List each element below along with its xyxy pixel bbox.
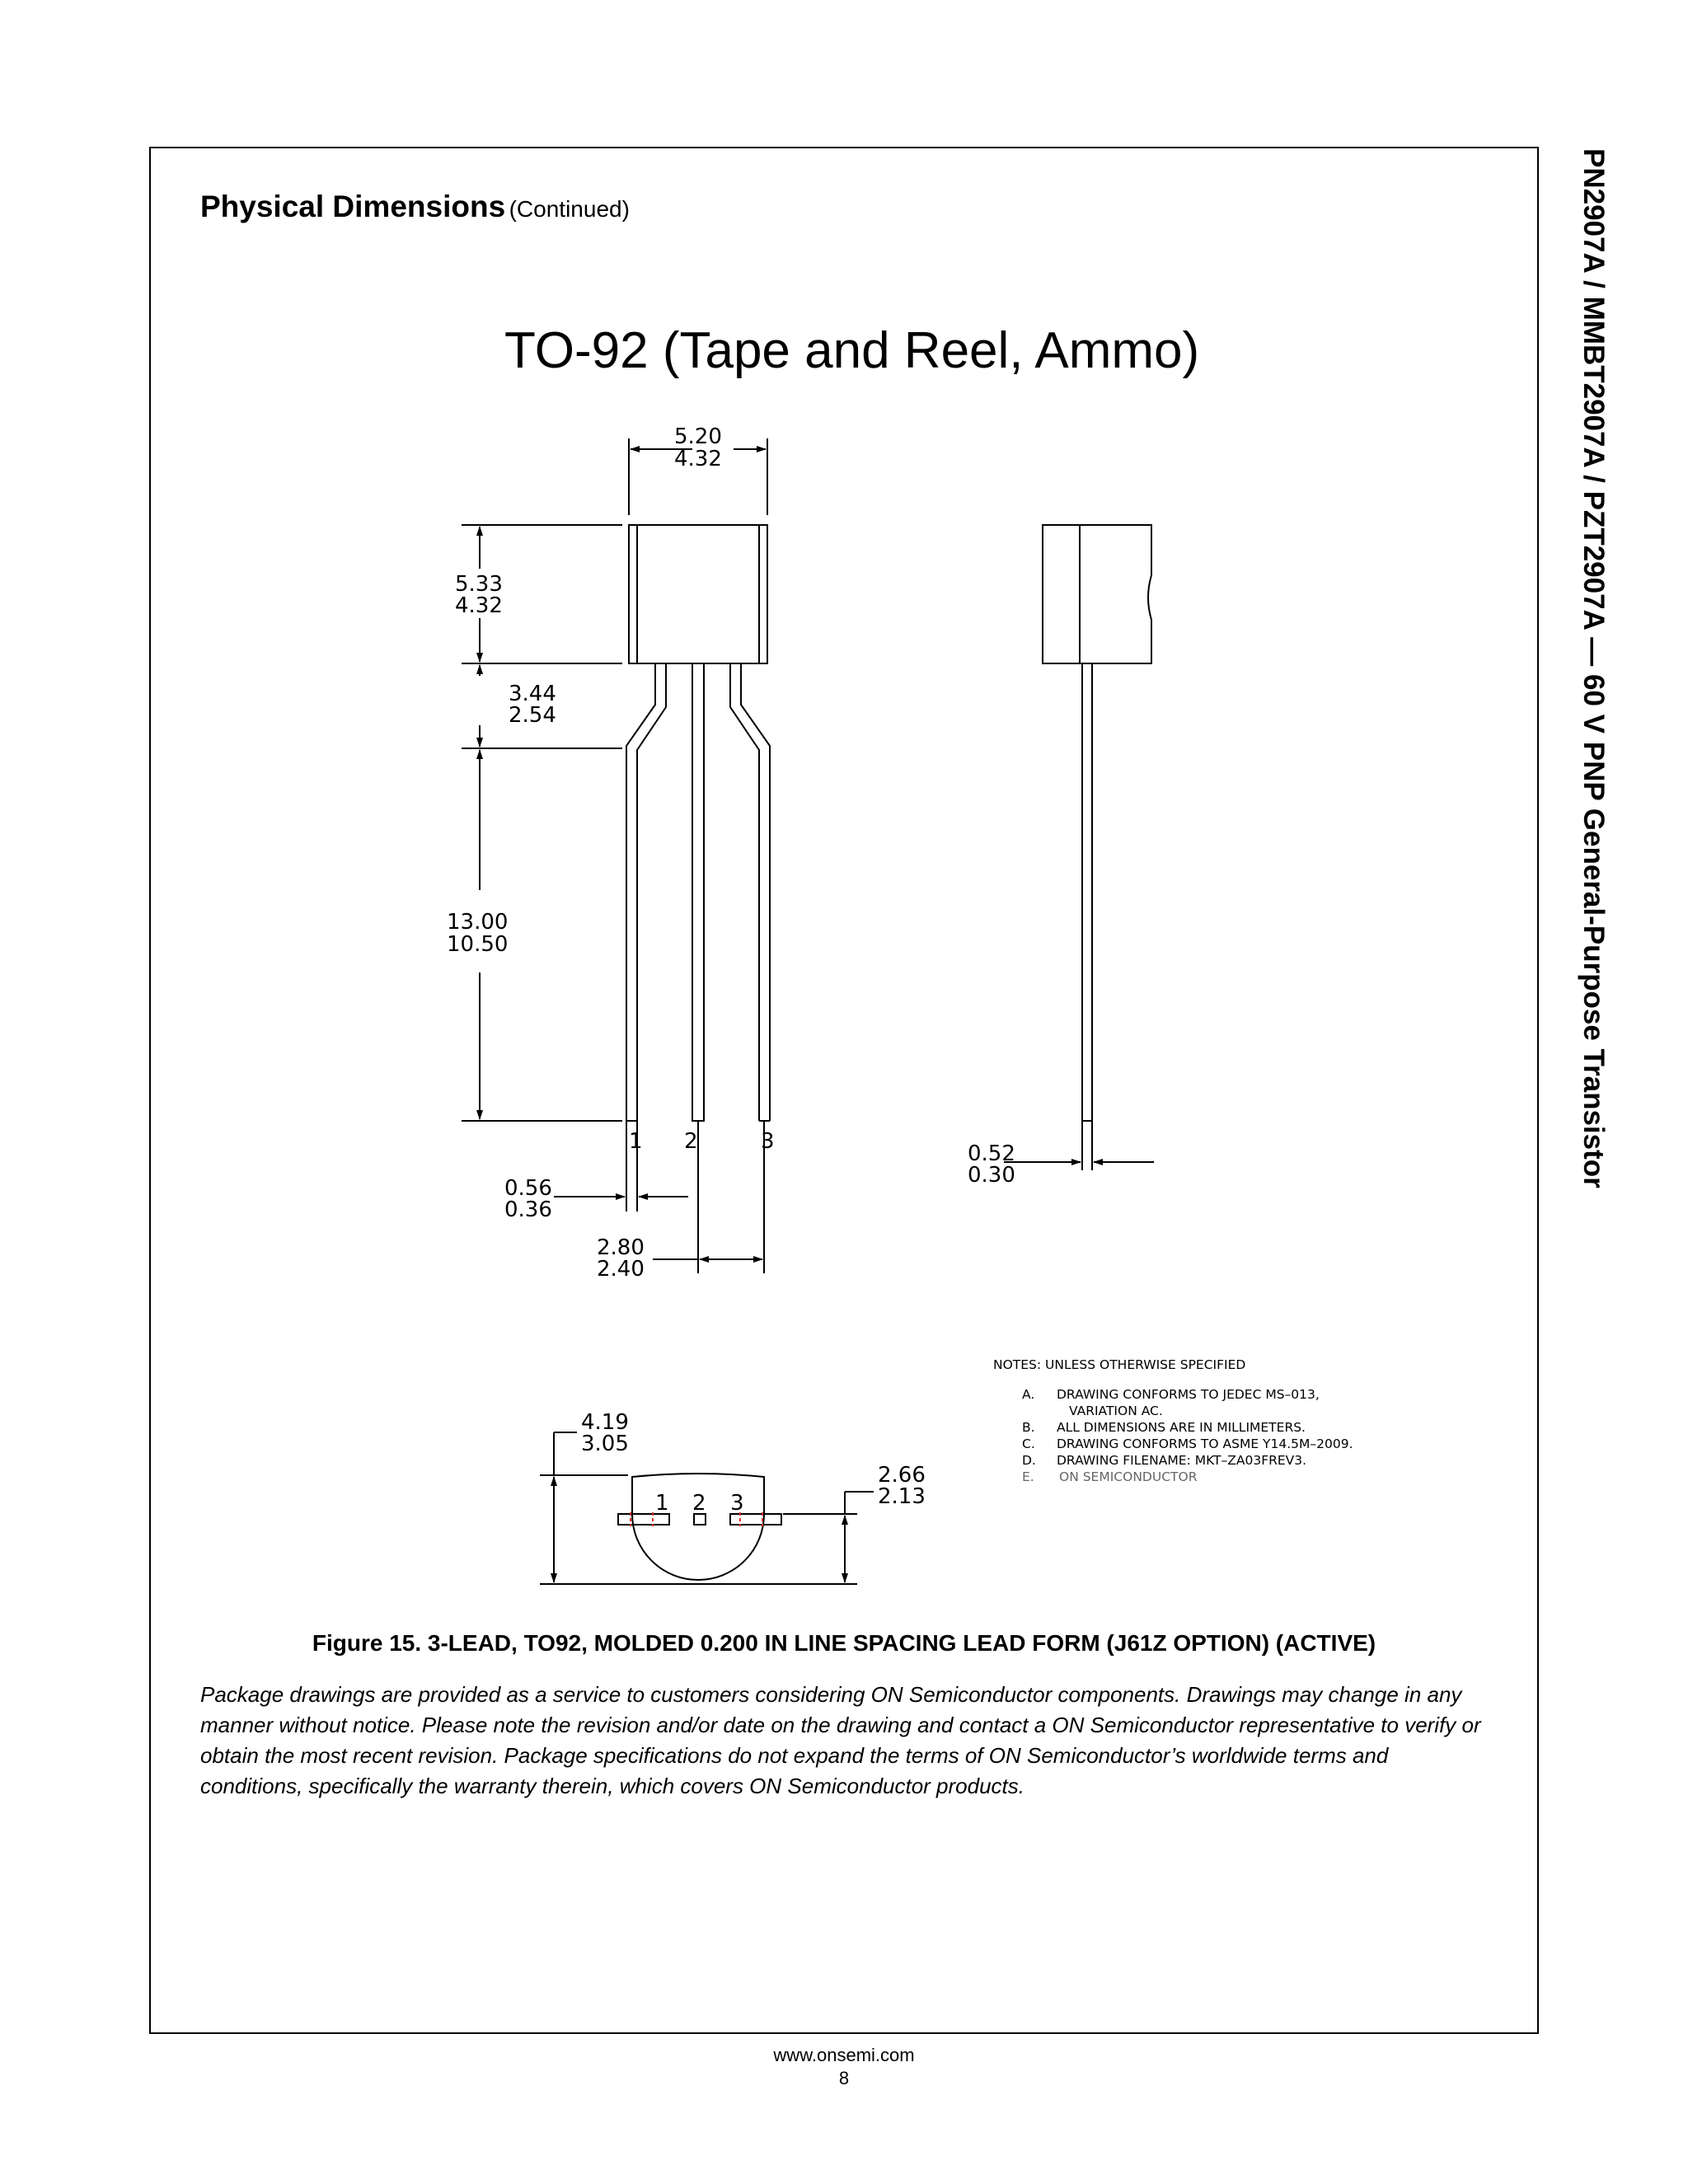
section-title: Physical Dimensions xyxy=(200,190,506,223)
figure-caption: Figure 15. 3-LEAD, TO92, MOLDED 0.200 IN LINE SPACING LEAD FORM (J61Z OPTION) (ACTIVE) xyxy=(312,1630,1376,1656)
bottom-pin-label-3: 3 xyxy=(730,1491,744,1516)
side-body-outline xyxy=(1043,525,1151,663)
dim-body-height-min: 4.32 xyxy=(455,593,503,618)
note-c-letter: C. xyxy=(1022,1436,1035,1451)
dim-lead-width-min: 0.36 xyxy=(504,1197,552,1222)
dim-body-width-max: 5.20 xyxy=(674,424,722,449)
dim-bend-height-max: 3.44 xyxy=(509,682,556,706)
notes-header: NOTES: UNLESS OTHERWISE SPECIFIED xyxy=(993,1357,1246,1372)
note-a-cont-text: VARIATION AC. xyxy=(1069,1404,1163,1418)
package-disclaimer: Package drawings are provided as a service to customers considering ON Semiconductor components. Drawings may change in any manner without notice. Please note the revision and/or date on the drawing and contact a ON Semiconductor representative to verify or obtain the most recent revision. Package specifications do not expand the terms of ON Semiconductor’s worldwide terms and conditions, specifically the warranty therein, which covers ON Semiconductor products. xyxy=(200,1682,1481,1798)
drawing-title: TO-92 (Tape and Reel, Ammo) xyxy=(504,322,1200,379)
bottom-pin-label-1: 1 xyxy=(655,1491,669,1516)
side-lead xyxy=(1082,663,1092,1121)
note-b-letter: B. xyxy=(1022,1420,1035,1435)
note-e-letter: E. xyxy=(1022,1469,1034,1484)
dim-body-depth-min: 3.05 xyxy=(581,1432,629,1456)
dim-bend-height-min: 2.54 xyxy=(509,703,556,728)
dim-lead-pitch-max: 2.80 xyxy=(597,1235,645,1260)
pin-label-2: 2 xyxy=(684,1129,698,1154)
dim-lead-length-min: 10.50 xyxy=(447,932,509,957)
pin-label-1: 1 xyxy=(629,1129,643,1154)
section-suffix: (Continued) xyxy=(509,196,630,222)
bottom-pin-label-2: 2 xyxy=(692,1491,706,1516)
note-d-text: DRAWING FILENAME: MKT–ZA03FREV3. xyxy=(1057,1453,1307,1468)
dim-body-depth-max: 4.19 xyxy=(581,1410,629,1435)
pin-label-3: 3 xyxy=(761,1129,775,1154)
note-a-letter: A. xyxy=(1022,1387,1035,1402)
dim-flat-to-lead-max: 2.66 xyxy=(878,1463,926,1488)
note-a-text: DRAWING CONFORMS TO JEDEC MS–013, xyxy=(1057,1387,1320,1402)
note-c-text: DRAWING CONFORMS TO ASME Y14.5M–2009. xyxy=(1057,1436,1353,1451)
note-b-text: ALL DIMENSIONS ARE IN MILLIMETERS. xyxy=(1057,1420,1306,1435)
dim-lead-thickness-max: 0.52 xyxy=(968,1141,1015,1166)
footer-url[interactable]: www.onsemi.com xyxy=(773,2045,915,2065)
dim-lead-width-max: 0.56 xyxy=(504,1176,552,1201)
front-body-outline xyxy=(629,525,767,663)
dim-body-width-min: 4.32 xyxy=(674,447,722,471)
front-lead-3 xyxy=(730,663,770,1121)
bottom-body-outline xyxy=(632,1474,764,1580)
page-number: 8 xyxy=(838,2068,850,2088)
dim-lead-length-max: 13.00 xyxy=(447,910,509,935)
front-body-inner xyxy=(637,525,759,663)
note-d-letter: D. xyxy=(1022,1453,1036,1468)
note-e-text: ON SEMICONDUCTOR xyxy=(1059,1469,1198,1484)
front-lead-1 xyxy=(626,663,666,1121)
dim-lead-pitch-min: 2.40 xyxy=(597,1257,645,1282)
dim-flat-to-lead-min: 2.13 xyxy=(878,1484,926,1509)
page-footer xyxy=(0,2044,1688,2090)
dim-body-height-max: 5.33 xyxy=(455,572,503,597)
front-lead-2 xyxy=(692,663,704,1121)
side-document-title: PN2907A / MMBT2907A / PZT2907A — 60 V PNP General-Purpose Transistor xyxy=(1578,148,1610,1188)
dim-lead-thickness-min: 0.30 xyxy=(968,1163,1015,1188)
